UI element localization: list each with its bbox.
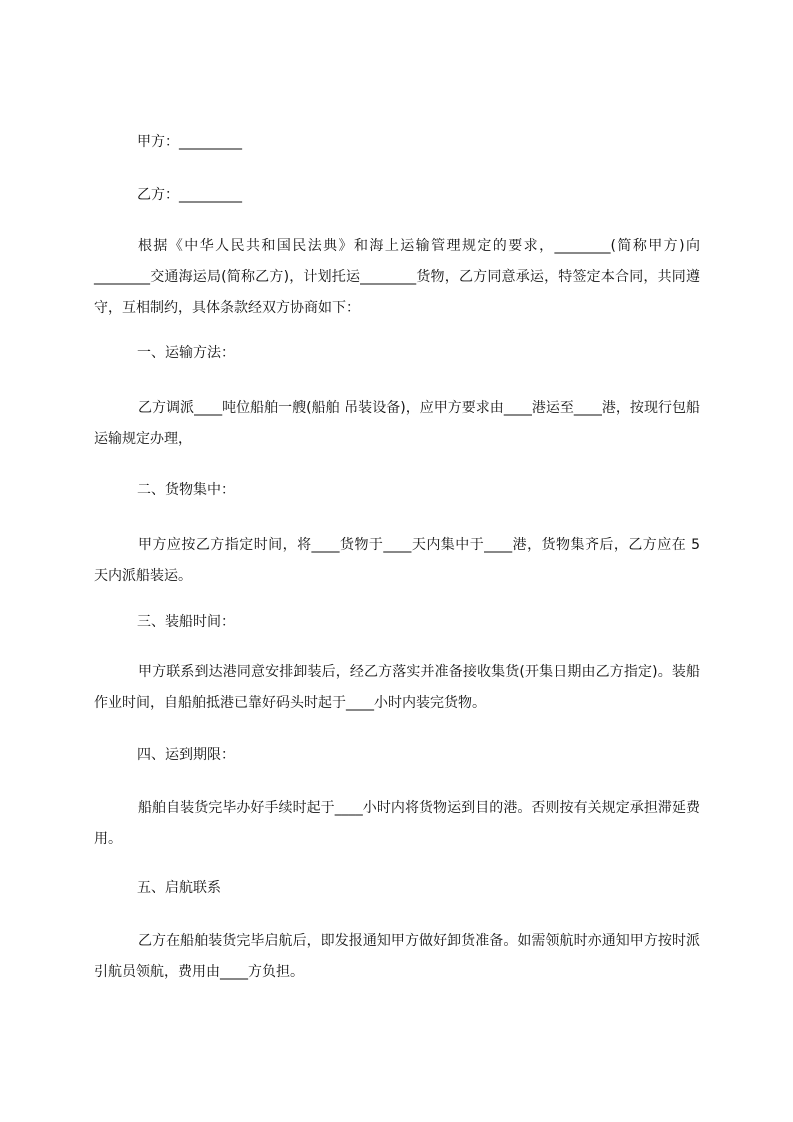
section-heading-3: 三、装船时间： <box>137 614 235 630</box>
section-body-4: 船舶自装货完毕办好手续时起于____小时内将货物运到目的港。否则按有关规定承担滞延费用。 <box>94 800 700 847</box>
party-b-line: 乙方：_________ <box>137 187 242 203</box>
section-heading-2: 二、货物集中： <box>137 482 235 498</box>
section-body-5: 乙方在船舶装货完毕启航后，即发报通知甲方做好卸货准备。如需领航时亦通知甲方按时派引航员领航，费用由____方负担。 <box>94 933 700 980</box>
section-heading-5: 五、启航联系 <box>137 880 221 896</box>
section-body-3: 甲方联系到达港同意安排卸装后，经乙方落实并准备接收集货(开集日期由乙方指定)。装船作业时间，自船舶抵港已靠好码头时起于____小时内装完货物。 <box>94 664 700 711</box>
intro-paragraph: 根据《中华人民共和国民法典》和海上运输管理规定的要求，________(简称甲方)向________交通海运局(简称乙方)，计划托运________货物，乙方同意承运，特签定本合同，共同遵守，互相制约，具体条款经双方协商如下： <box>94 238 700 316</box>
section-heading-4: 四、运到期限： <box>137 747 235 763</box>
section-body-2: 甲方应按乙方指定时间，将____货物于____天内集中于____港，货物集齐后，乙方应在 5 天内派船装运。 <box>94 537 700 584</box>
party-a-line: 甲方：_________ <box>137 134 242 150</box>
section-heading-1: 一、运输方法： <box>137 345 235 361</box>
section-body-1: 乙方调派____吨位船舶一艘(船舶 吊装设备)，应甲方要求由____港运至____港，按现行包船运输规定办理， <box>94 400 700 447</box>
